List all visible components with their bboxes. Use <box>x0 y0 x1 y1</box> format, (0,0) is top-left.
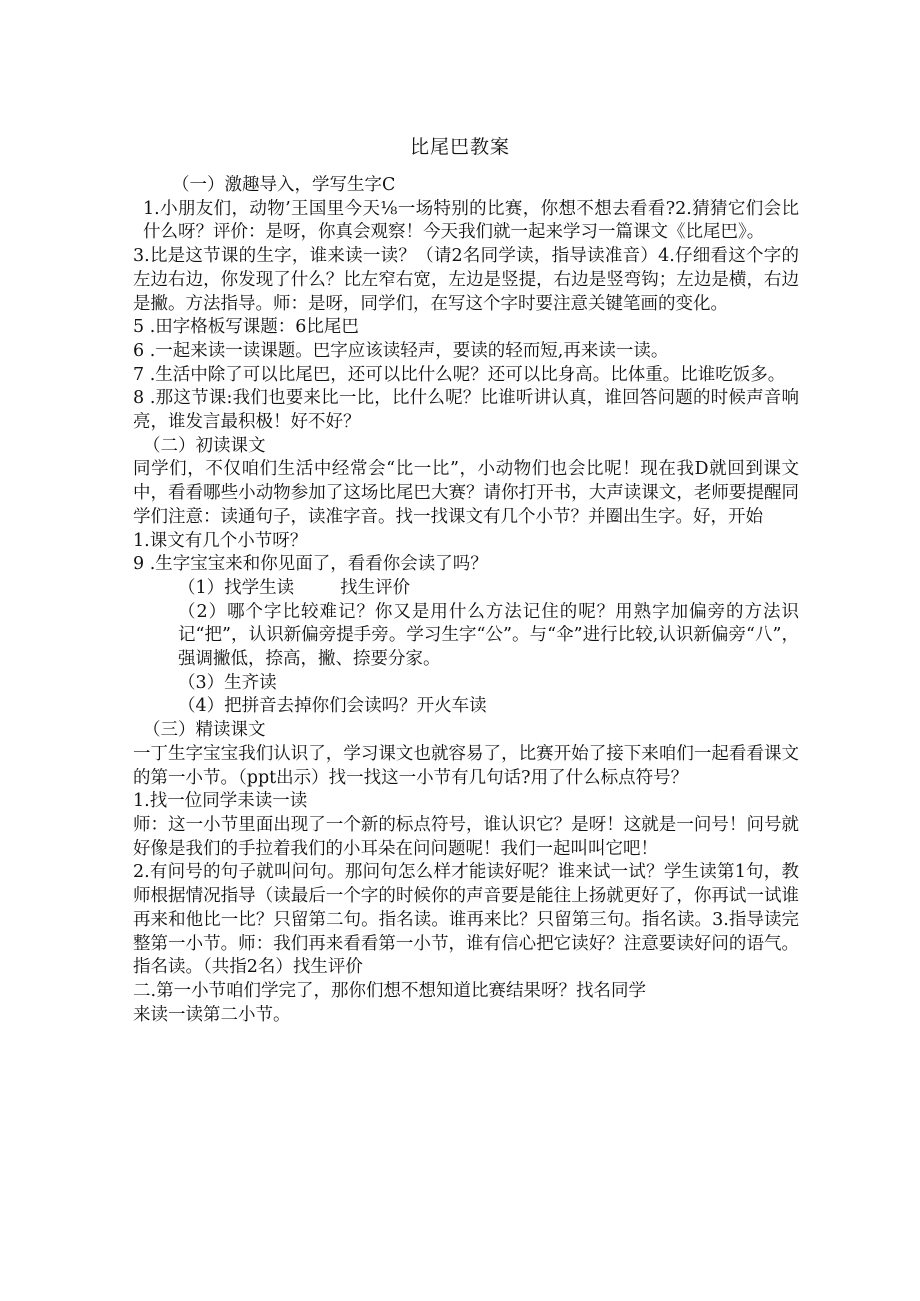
paragraph: 5 .田字格板写课题：6比尾巴 <box>133 317 359 338</box>
list-item: 找生评价 <box>340 577 411 598</box>
paragraph: 1.课文有几个小节呀？ <box>133 530 308 551</box>
paragraph: （3）生齐读 <box>178 672 277 693</box>
paragraph <box>133 577 799 601</box>
paragraph: 2.有问号的句子就叫问句。那问句怎么样才能读好呢？谁来试一试？学生读第1句，教师根据情况指导（读最后一个字的时候你的声音要是能往上扬就更好了，你再试一试谁再来和他比一比？只留第二句。指名读。谁再来比？只留第三句。指名读。3.指导读完整第一小节。师：我们再来看看第一小节，谁有信心把它读好？注意要读好问的语气。指名读。（共指2名）找生评价 <box>133 862 799 978</box>
document-body <box>133 174 799 1027</box>
page-title: 比尾巴教案 <box>409 136 510 158</box>
paragraph: 7 .生活中除了可以比尾巴，还可以比什么呢？还可以比身高。比体重。比谁吃饭多。 <box>133 364 786 385</box>
section-heading: （二）初读课文 <box>143 435 266 456</box>
paragraph: 二.第一小节咱们学完了，那你们想不想知道比赛结果呀？找名同学 <box>133 980 647 1001</box>
paragraph: （2）哪个字比较难记？你又是用什么方法记住的呢？用熟字加偏旁的方法识记“把”，认识新偏旁提手旁。学习生字“公”。与“伞”进行比较,认识新偏旁“八”，强调撇低，捺高，撇、捺要分家。 <box>178 601 799 670</box>
paragraph: 来读一读第二小节。 <box>133 1004 291 1025</box>
paragraph: （4）把拼音去掉你们会读吗？开火车读 <box>178 696 487 717</box>
paragraph: 同学们，不仅咱们生活中经常会“比一比”，小动物们也会比呢！现在我D就回到课文中，看看哪些小动物参加了这场比尾巴大赛？请你打开书，大声读课文，老师要提醒同学们注意：读通句子，读准字音。找一找课文有几个小节？并圈出生字。好，开始 <box>133 459 799 527</box>
list-item: （1）找学生读 <box>178 577 295 598</box>
paragraph: 1.小朋友们，动物’王国里今天⅛一场特别的比赛，你想不想去看看?2.猜猜它们会比什么呀？评价：是呀，你真会观察！今天我们就一起来学习一篇课文《比尾巴》。 <box>143 198 799 243</box>
paragraph: 一丁生字宝宝我们认识了，学习课文也就容易了，比赛开始了接下来咱们一起看看课文的第一小节。（ppt出示）找一找这一小节有几句话?用了什么标点符号？ <box>133 743 799 788</box>
section-heading: （一）激趣导入，学写生字C <box>172 175 396 195</box>
paragraph: 8 .那这节课:我们也要来比一比，比什么呢？比谁听讲认真，谁回答问题的时候声音响亮，谁发言最积极！好不好？ <box>133 388 799 433</box>
paragraph: 9 .生字宝宝来和你见面了，看看你会读了吗？ <box>133 554 488 575</box>
paragraph: 1.找一位同学耒读一读 <box>133 791 308 812</box>
paragraph: 师：这一小节里面出现了一个新的标点符号，谁认识它？是呀！这就是一问号！问号就好像是我们的手拉着我们的小耳朵在问问题呢！我们一起叫叫它吧！ <box>133 814 799 859</box>
section-heading: （三）精读课文 <box>143 720 266 741</box>
paragraph: 3.比是这节课的生字，谁来读一读？（请2名同学读，指导读准音）4.仔细看这个字的左边右边，你发现了什么？比左窄右宽，左边是竖提，右边是竖弯钩；左边是横，右边是撇。方法指导。师：是呀，同学们，在写这个字时要注意关键笔画的变化。 <box>133 246 799 314</box>
paragraph: 6 .一起来读一读课题。巴字应该读轻声，要读的轻而短,再来读一读。 <box>133 340 669 361</box>
